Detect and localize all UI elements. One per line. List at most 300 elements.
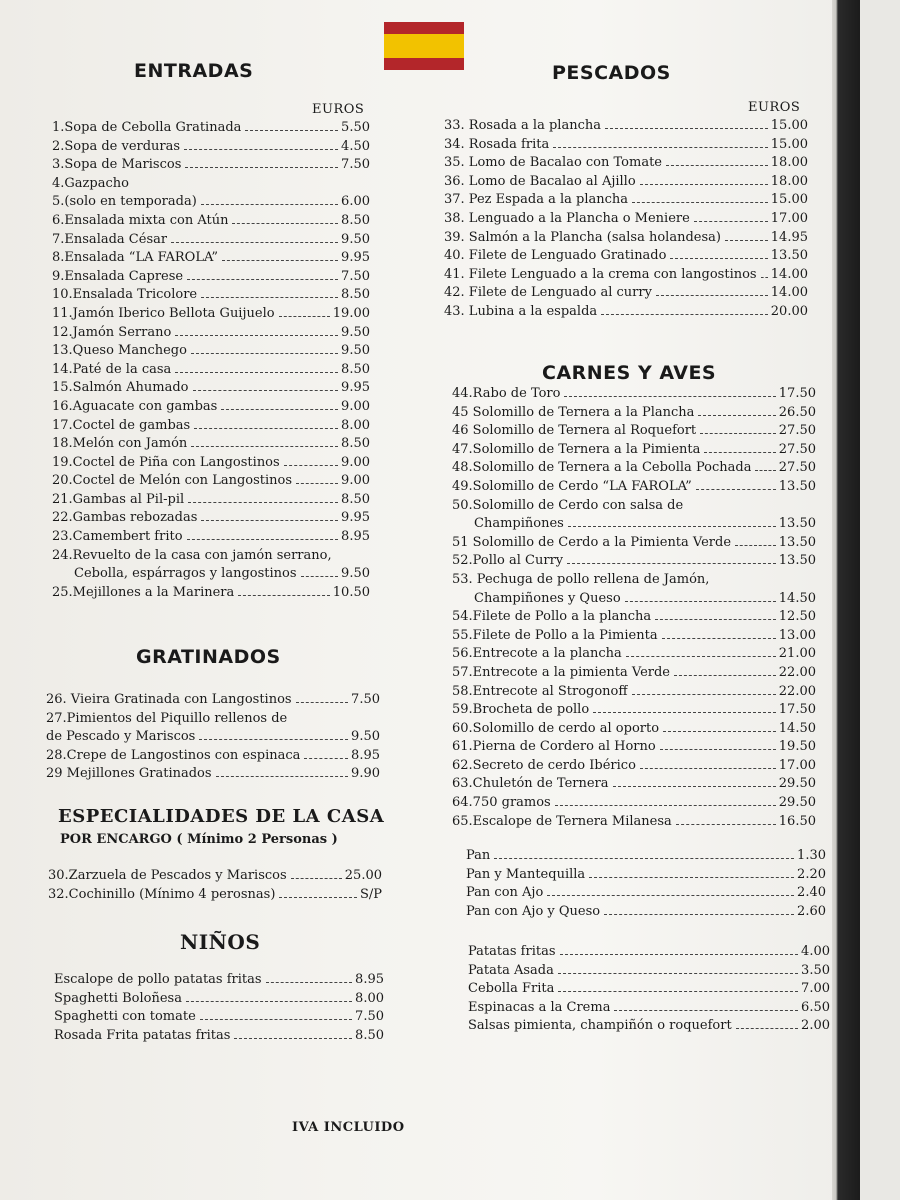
menu-item-price: 13.50 [778,478,816,494]
leader-dots [171,242,338,243]
menu-item-name: Patatas fritas [468,944,556,959]
menu-item-name: 42. Filete de Lenguado al curry [444,285,652,301]
leader-dots [222,260,338,261]
menu-item-price: 14.50 [778,720,816,736]
menu-item [452,646,816,665]
leader-dots [296,483,338,484]
menu-item-price: 4.50 [341,138,370,154]
menu-item-name: Champiñones [474,516,564,532]
menu-item-price: 8.00 [355,990,384,1006]
menu-item-price: 13.50 [778,553,816,569]
menu-item-price: 9.95 [341,510,370,526]
table-background [860,0,900,1200]
leader-dots [604,914,794,915]
menu-item-price: 3.50 [801,962,830,978]
leader-dots [184,149,338,150]
leader-dots [735,545,776,546]
menu-item-name: Rosada Frita patatas fritas [54,1027,231,1043]
menu-item-price: 13.50 [770,248,808,264]
leader-dots [662,638,776,639]
menu-item [444,211,808,230]
menu-item-name: 50.Solomillo de Cerdo con salsa de [452,497,684,513]
leader-dots [279,897,357,898]
menu-item [52,473,370,492]
menu-item-name: Salsas pimienta, champiñón o roquefort [468,1018,732,1034]
menu-item-price: 22.00 [778,683,816,699]
menu-item-name: Cebolla, espárragos y langostinos [74,566,297,582]
menu-item [452,758,816,777]
menu-item-name: 53. Pechuga de pollo rellena de Jamón, [452,571,710,587]
leader-dots [700,433,776,434]
menu-item-name: 1.Sopa de Cebolla Gratinada [52,120,242,135]
menu-item-name: 24.Revuelto de la casa con jamón serrano, [52,547,332,563]
menu-item [444,174,808,193]
menu-item-name: 27.Pimientos del Piquillo rellenos de [46,710,288,726]
menu-item-price: 17.50 [778,702,816,718]
leader-dots [187,279,338,280]
leader-dots [589,877,794,878]
menu-item-name: 58.Entrecote al Strogonoff [452,683,628,699]
menu-item-name: 14.Paté de la casa [52,361,172,377]
menu-item-name: 17.Coctel de gambas [52,417,191,433]
menu-item-price: 18.00 [770,173,808,189]
menu-item-price: 2.60 [797,903,826,919]
menu-item [52,436,370,455]
menu-item [54,1028,384,1047]
leader-dots [194,428,338,429]
menu-item-name: 2.Sopa de verduras [52,138,181,154]
menu-item [452,665,816,684]
menu-item-price: 27.50 [778,423,816,439]
menu-item-price: 14.00 [770,285,808,301]
menu-item-name: 10.Ensalada Tricolore [52,287,198,303]
menu-item-name: 40. Filete de Lenguado Gratinado [444,248,667,264]
menu-item [468,1000,830,1019]
leader-dots [279,316,330,317]
menu-item-name: Pan con Ajo [466,885,544,901]
leader-dots [676,824,776,825]
leader-dots [593,712,776,713]
menu-item [52,232,370,251]
menu-item [54,972,384,991]
leader-dots [696,489,776,490]
menu-item-price: 10.50 [332,584,370,600]
leader-dots [547,895,794,896]
menu-item-price: 13.00 [778,627,816,643]
menu-item-price: 9.00 [341,398,370,414]
leader-dots [185,167,338,168]
pescados-list [444,118,808,323]
menu-item-name: 59.Brocheta de pollo [452,702,590,718]
menu-item-name: 44.Rabo de Toro [452,386,561,401]
leader-dots [605,128,768,129]
leader-dots [670,258,767,259]
menu-item-price: 2.40 [797,885,826,901]
menu-item [54,991,384,1010]
menu-item-price: 14.00 [770,266,808,282]
section-title-ninos: NIÑOS [180,930,261,954]
leader-dots [193,390,339,391]
entradas-list [52,120,370,603]
menu-item [52,566,370,585]
menu-item [452,814,816,833]
menu-item-price: 27.50 [778,441,816,457]
leader-dots [238,595,330,596]
leader-dots [655,619,776,620]
menu-item-price: 9.00 [341,473,370,489]
leader-dots [704,452,775,453]
menu-item [52,548,370,567]
menu-item [452,721,816,740]
menu-item [52,343,370,362]
menu-item-price: 27.50 [778,460,816,476]
leader-dots [301,576,339,577]
menu-item-name: 25.Mejillones a la Marinera [52,584,235,600]
menu-item [52,306,370,325]
menu-item-name: Patata Asada [468,962,554,978]
leader-dots [632,202,768,203]
menu-item-price: 9.50 [351,729,380,745]
pan-list [466,848,826,922]
menu-item-price: 15.00 [770,136,808,152]
leader-dots [656,295,768,296]
menu-item [52,380,370,399]
carnes-list [452,386,816,832]
menu-item-price: 8.50 [341,361,370,377]
menu-item-price: 15.00 [770,118,808,133]
menu-item-name: Pan [466,848,491,863]
menu-item-price: 14.95 [770,229,808,245]
menu-item-price: 16.50 [778,813,816,829]
menu-item-name: 18.Melón con Jamón [52,436,188,452]
menu-item [52,213,370,232]
menu-item [52,510,370,529]
menu-item-price: 2.00 [801,1018,830,1034]
leader-dots [187,539,339,540]
menu-item [452,702,816,721]
menu-item-price: 7.00 [801,981,830,997]
menu-item-price: 9.50 [341,566,370,582]
spain-flag-icon [384,22,464,70]
menu-item [52,455,370,474]
menu-item-name: Spaghetti Boloñesa [54,990,182,1006]
menu-item-name: 57.Entrecote a la pimienta Verde [452,664,671,680]
menu-item [52,250,370,269]
menu-item-price: 9.95 [341,380,370,396]
menu-item-name: 32.Cochinillo (Mínimo 4 perosnas) [48,886,276,902]
menu-item [466,848,826,867]
menu-item-name: 19.Coctel de Piña con Langostinos [52,454,280,470]
menu-item [452,423,816,442]
menu-item [444,230,808,249]
leader-dots [284,465,338,466]
menu-item [444,155,808,174]
menu-item [452,591,816,610]
menu-item-price: 14.50 [778,590,816,606]
menu-item-price: 6.00 [341,194,370,210]
menu-item-price: 20.00 [770,303,808,319]
leader-dots [568,526,776,527]
menu-item-price: 1.30 [797,848,826,863]
menu-item [52,529,370,548]
menu-item-price: 9.95 [341,250,370,266]
menu-item-name: 16.Aguacate con gambas [52,398,218,414]
leader-dots [186,1001,352,1002]
menu-item-name: 51 Solomillo de Cerdo a la Pimienta Verde [452,534,732,550]
leader-dots [625,601,776,602]
currency-label-right: EUROS [748,100,801,115]
menu-item-name: 46 Solomillo de Ternera al Roquefort [452,423,697,439]
leader-dots [560,954,799,955]
guarniciones-list [468,944,830,1037]
menu-item-price: 9.00 [341,454,370,470]
leader-dots [698,415,775,416]
menu-item [52,269,370,288]
menu-item-name: Escalope de pollo patatas fritas [54,972,262,987]
menu-item-name: 7.Ensalada César [52,231,168,247]
menu-item-name: 54.Filete de Pollo a la plancha [452,609,652,625]
leader-dots [666,165,768,166]
section-title-entradas: ENTRADAS [134,60,254,82]
ninos-list [54,972,384,1046]
menu-item-name: 41. Filete Lenguado a la crema con langostinos [444,266,757,282]
menu-item [468,1018,830,1037]
menu-item-name: 61.Pierna de Cordero al Horno [452,739,656,755]
leader-dots [175,335,338,336]
leader-dots [304,758,348,759]
menu-item-price: 7.50 [341,157,370,173]
leader-dots [601,314,768,315]
menu-item-name: 65.Escalope de Ternera Milanesa [452,813,672,829]
leader-dots [725,240,768,241]
menu-item-price: 9.50 [341,343,370,359]
menu-item [46,766,380,785]
tax-included-note: IVA INCLUIDO [292,1120,405,1135]
leader-dots [199,739,348,740]
leader-dots [553,147,768,148]
menu-item [52,120,370,139]
menu-item [46,692,380,711]
leader-dots [221,409,338,410]
menu-item-price: 17.00 [778,757,816,773]
menu-item [54,1009,384,1028]
leader-dots [558,991,798,992]
menu-item-name: 38. Lenguado a la Plancha o Meniere [444,210,690,226]
leader-dots [614,1010,798,1011]
menu-item [452,795,816,814]
menu-item-price: 8.95 [341,529,370,545]
menu-item-name: 3.Sopa de Mariscos [52,157,182,173]
menu-item [468,981,830,1000]
menu-item-price: 9.50 [341,231,370,247]
leader-dots [755,470,775,471]
menu-item [46,748,380,767]
menu-item [452,739,816,758]
menu-item-name: 55.Filete de Pollo a la Pimienta [452,627,658,643]
leader-dots [694,221,768,222]
menu-item [466,867,826,886]
menu-item-price: 8.50 [341,491,370,507]
menu-item-name: 22.Gambas rebozadas [52,510,198,526]
leader-dots [663,731,776,732]
menu-item-price: 29.50 [778,776,816,792]
menu-item-name: Espinacas a la Crema [468,999,611,1015]
menu-item-name: 21.Gambas al Pil-pil [52,491,185,507]
menu-item [52,399,370,418]
menu-item-name: 8.Ensalada “LA FAROLA” [52,250,219,266]
menu-item-price: 4.00 [801,944,830,959]
leader-dots [200,1019,352,1020]
menu-item-name: 39. Salmón a la Plancha (salsa holandesa) [444,229,721,245]
menu-item-name: 13.Queso Manchego [52,343,187,359]
menu-item-price: 7.50 [341,268,370,284]
menu-item [52,157,370,176]
menu-item-price: 5.50 [341,120,370,135]
menu-item-name: 20.Coctel de Melón con Langostinos [52,473,293,489]
menu-item-price: 8.50 [355,1027,384,1043]
menu-item-name: 37. Pez Espada a la plancha [444,192,629,208]
menu-item [452,684,816,703]
menu-item [452,535,816,554]
leader-dots [494,858,794,859]
menu-item-name: 9.Ensalada Caprese [52,268,184,284]
leader-dots [175,372,338,373]
menu-item [444,285,808,304]
menu-item-price: 13.50 [778,534,816,550]
menu-item-name: 64.750 gramos [452,795,551,811]
menu-item-name: Pan y Mantequilla [466,866,586,882]
menu-item-name: 30.Zarzuela de Pescados y Mariscos [48,868,287,883]
menu-item-price: 9.90 [351,766,380,782]
leader-dots [674,675,776,676]
menu-item-price: 6.50 [801,999,830,1015]
currency-label-left: EUROS [312,102,365,117]
leader-dots [201,204,338,205]
menu-item-name: Cebolla Frita [468,981,555,997]
menu-item-name: Spaghetti con tomate [54,1009,196,1025]
menu-item-price: 8.50 [341,287,370,303]
menu-item-price: 2.20 [797,866,826,882]
leader-dots [632,694,776,695]
menu-item-price: 8.50 [341,436,370,452]
menu-item [444,137,808,156]
section-title-pescados: PESCADOS [552,62,671,84]
menu-item [444,267,808,286]
menu-item-name: 45 Solomillo de Ternera a la Plancha [452,404,695,420]
menu-item-price: 22.00 [778,664,816,680]
leader-dots [266,982,352,983]
leader-dots [626,656,776,657]
menu-item-price: 12.50 [778,609,816,625]
menu-item-name: 5.(solo en temporada) [52,194,197,210]
menu-item [452,479,816,498]
menu-item-name: Champiñones y Queso [474,590,621,606]
menu-item [452,553,816,572]
section-title-especialidades: ESPECIALIDADES DE LA CASA [58,806,385,827]
gratinados-list [46,692,380,785]
menu-item [46,729,380,748]
menu-item-name: 43. Lubina a la espalda [444,303,598,319]
menu-item [52,176,370,195]
menu-item-price: 8.95 [351,747,380,763]
menu-item [444,248,808,267]
menu-item-price: 8.50 [341,212,370,228]
menu-item [52,585,370,604]
especialidades-list [48,868,382,905]
leader-dots [640,768,776,769]
section-title-carnes: CARNES Y AVES [542,362,717,384]
menu-item-name: 35. Lomo de Bacalao con Tomate [444,155,662,171]
leader-dots [245,130,338,131]
menu-item-price: 19.50 [778,739,816,755]
leader-dots [567,563,776,564]
leader-dots [234,1038,352,1039]
menu-item [466,904,826,923]
menu-item-name: 62.Secreto de cerdo Ibérico [452,757,636,773]
menu-item [452,609,816,628]
menu-item [452,460,816,479]
leader-dots [640,184,768,185]
menu-item [444,118,808,137]
menu-item [452,572,816,591]
leader-dots [761,277,768,278]
menu-item [48,887,382,906]
leader-dots [660,749,776,750]
menu-item [52,194,370,213]
leader-dots [291,878,342,879]
menu-item [48,868,382,887]
menu-item-name: 28.Crepe de Langostinos con espinaca [46,747,301,763]
menu-item-price: 13.50 [778,516,816,532]
menu-item-price: 17.00 [770,210,808,226]
menu-item-name: 34. Rosada frita [444,136,550,152]
menu-item-price: 8.95 [355,972,384,987]
leader-dots [201,520,338,521]
menu-item-name: 48.Solomillo de Ternera a la Cebolla Pochada [452,460,752,476]
menu-item-price: 17.50 [778,386,816,401]
menu-item-price: 25.00 [344,868,382,883]
menu-item [452,498,816,517]
menu-item-price: 19.00 [332,305,370,321]
menu-item-name: de Pescado y Mariscos [46,729,196,745]
menu-item-name: 11.Jamón Iberico Bellota Guijuelo [52,305,275,321]
leader-dots [555,805,776,806]
menu-item [444,304,808,323]
leader-dots [296,702,348,703]
menu-item-name: 23.Camembert frito [52,529,183,545]
leader-dots [191,446,338,447]
section-title-gratinados: GRATINADOS [136,646,281,668]
menu-item [52,418,370,437]
leader-dots [558,973,798,974]
menu-item [468,944,830,963]
menu-item-name: 63.Chuletón de Ternera [452,776,609,792]
menu-item [466,885,826,904]
menu-item [452,516,816,535]
menu-item [452,442,816,461]
menu-item [468,963,830,982]
menu-item-name: 33. Rosada a la plancha [444,118,601,133]
menu-item-price: 15.00 [770,192,808,208]
menu-item-name: 15.Salmón Ahumado [52,380,189,396]
menu-item [52,287,370,306]
menu-item-name: 56.Entrecote a la plancha [452,646,622,662]
menu-item-name: 60.Solomillo de cerdo al oporto [452,720,660,736]
menu-item [452,405,816,424]
menu-item-name: 26. Vieira Gratinada con Langostinos [46,692,292,707]
menu-item-name: 6.Ensalada mixta con Atún [52,212,229,228]
menu-item-name: 52.Pollo al Curry [452,553,564,569]
